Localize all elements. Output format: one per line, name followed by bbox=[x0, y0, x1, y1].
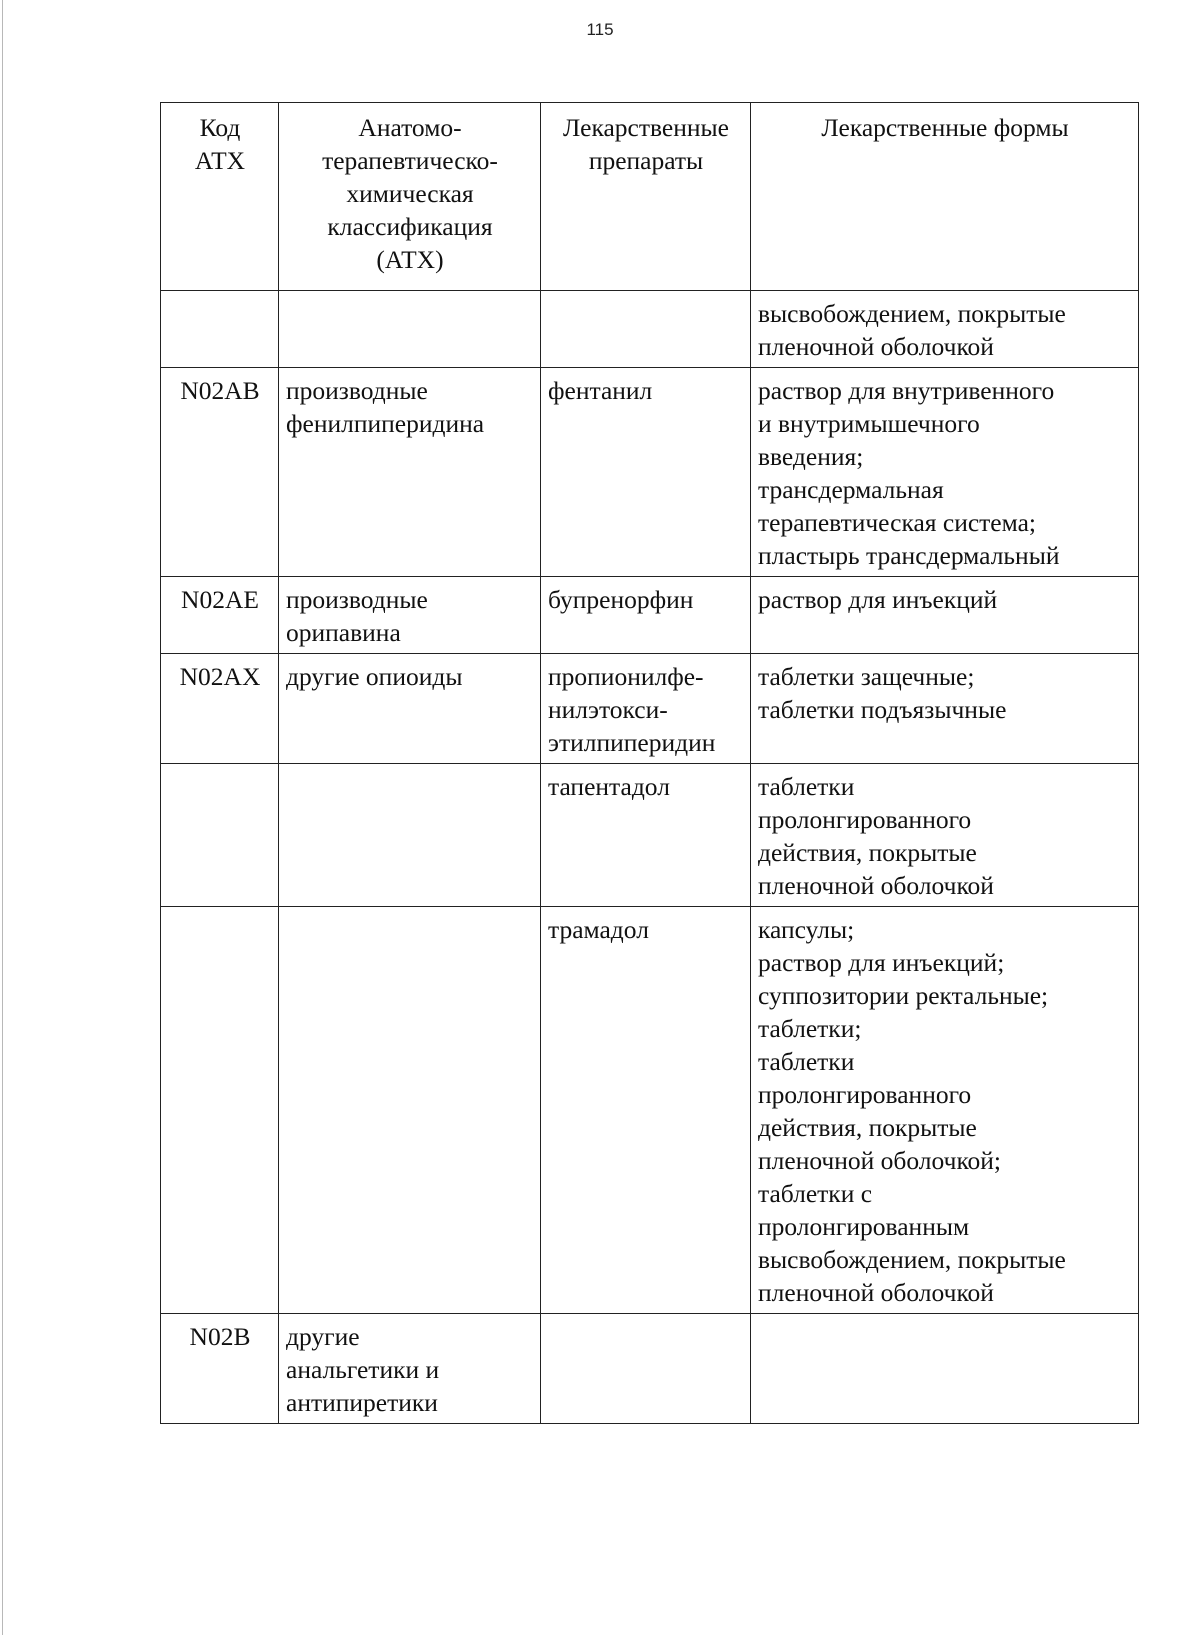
cell-drug: тапентадол bbox=[541, 764, 751, 907]
cell-classification: производные фенилпиперидина bbox=[279, 368, 541, 577]
atx-table bbox=[160, 102, 1139, 1424]
table-row bbox=[161, 764, 1139, 907]
header-code: Код АТХ bbox=[161, 103, 279, 291]
cell-forms bbox=[751, 1314, 1139, 1424]
cell-forms: высвобождением, покрытые пленочной оболочкой bbox=[751, 291, 1139, 368]
cell-code bbox=[161, 764, 279, 907]
cell-forms: капсулы; раствор для инъекций; суппозитории ректальные; таблетки; таблетки пролонгированного действия, покрытые пленочной оболочкой; таблетки с пролонгированным высвобождением, покрытые пленочной оболочкой bbox=[751, 907, 1139, 1314]
cell-drug: пропионилфе- нилэтокси- этилпиперидин bbox=[541, 654, 751, 764]
scan-edge-line bbox=[2, 0, 3, 1635]
cell-classification: другие анальгетики и антипиретики bbox=[279, 1314, 541, 1424]
table-header-row bbox=[161, 103, 1139, 291]
table-row bbox=[161, 577, 1139, 654]
table-row bbox=[161, 1314, 1139, 1424]
table-row bbox=[161, 368, 1139, 577]
cell-drug: трамадол bbox=[541, 907, 751, 1314]
cell-forms: таблетки защечные; таблетки подъязычные bbox=[751, 654, 1139, 764]
cell-code: N02AE bbox=[161, 577, 279, 654]
cell-drug: фентанил bbox=[541, 368, 751, 577]
cell-classification bbox=[279, 764, 541, 907]
table-row bbox=[161, 907, 1139, 1314]
cell-code bbox=[161, 291, 279, 368]
cell-code: N02AB bbox=[161, 368, 279, 577]
cell-drug: бупренорфин bbox=[541, 577, 751, 654]
cell-classification bbox=[279, 907, 541, 1314]
page-number: 115 bbox=[586, 20, 614, 39]
header-forms: Лекарственные формы bbox=[751, 103, 1139, 291]
cell-code bbox=[161, 907, 279, 1314]
cell-forms: раствор для инъекций bbox=[751, 577, 1139, 654]
cell-code: N02B bbox=[161, 1314, 279, 1424]
cell-forms: таблетки пролонгированного действия, покрытые пленочной оболочкой bbox=[751, 764, 1139, 907]
header-drugs: Лекарственные препараты bbox=[541, 103, 751, 291]
cell-classification: производные орипавина bbox=[279, 577, 541, 654]
header-classification: Анатомо- терапевтическо- химическая классификация (АТХ) bbox=[279, 103, 541, 291]
cell-classification: другие опиоиды bbox=[279, 654, 541, 764]
cell-drug bbox=[541, 1314, 751, 1424]
cell-code: N02AX bbox=[161, 654, 279, 764]
cell-classification bbox=[279, 291, 541, 368]
cell-drug bbox=[541, 291, 751, 368]
cell-forms: раствор для внутривенного и внутримышечного введения; трансдермальная терапевтическая система; пластырь трансдермальный bbox=[751, 368, 1139, 577]
table-row bbox=[161, 291, 1139, 368]
table-row bbox=[161, 654, 1139, 764]
